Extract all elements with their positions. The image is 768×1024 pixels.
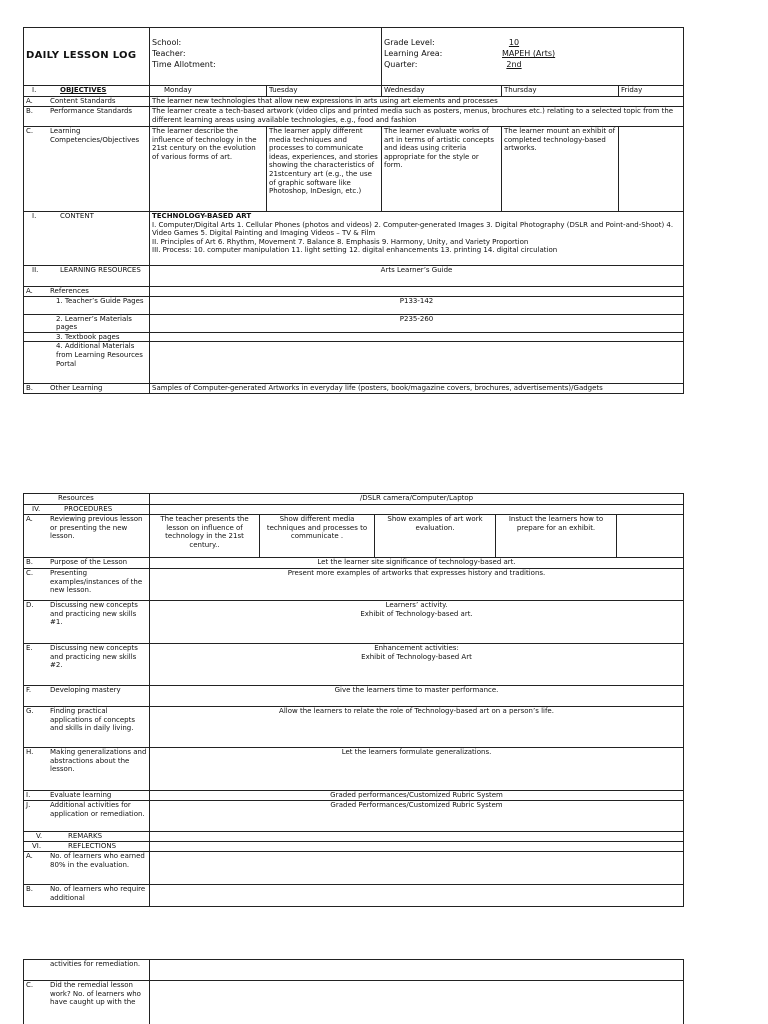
proc-b-label-cell — [24, 558, 150, 569]
learners-materials-value: P235-260 — [150, 314, 684, 332]
proc-h-title: Making generalizations and abstractions about the lesson. — [50, 748, 147, 774]
proc-d-label-cell — [24, 601, 150, 644]
procedures-label: PROCEDURES — [64, 505, 113, 513]
proc-c-title: Presenting examples/instances of the new lesson. — [50, 569, 143, 595]
proc-i-title: Evaluate learning — [50, 791, 112, 799]
proc-j-label-cell — [24, 801, 150, 832]
additional-materials-label: 4. Additional Materials from Learning Resources Portal — [24, 342, 150, 384]
content-heading: TECHNOLOGY-BASED ART — [152, 212, 252, 220]
proc-g-num: G. — [26, 707, 34, 715]
time-allotment-label: Time Allotment: — [152, 60, 216, 69]
learning-resources-num: II. — [32, 266, 39, 274]
other-learning-num: B. — [26, 384, 34, 393]
reflection-a-num: A. — [26, 852, 33, 860]
learning-resources-label: LEARNING RESOURCES — [60, 266, 141, 274]
lesson-log-table-2 — [23, 493, 684, 907]
references-label-cell — [24, 287, 150, 297]
performance-standards-title: Performance Standards — [50, 107, 133, 115]
remarks-num: V. — [36, 832, 43, 840]
performance-standards-text: The learner create a tech-based artwork (video clips and printed media such as posters, menus, brochures etc.) relating to a selected topic from the different learning areas using available technologies, e.g., food and fashion — [150, 107, 684, 127]
reflection-b-label-cell — [24, 885, 150, 907]
learners-materials-label: 2. Learner’s Materials pages — [24, 314, 150, 332]
learning-area-value: MAPEH (Arts) — [502, 49, 556, 58]
content-standards-text: The learner new technologies that allow new expressions in arts using art elements and processes — [150, 97, 684, 107]
grade-level-label: Grade Level: — [384, 38, 435, 47]
lesson-log-page-2 — [23, 493, 683, 907]
resources-title: Resources — [24, 494, 150, 505]
proc-f-label-cell — [24, 686, 150, 707]
content-label-cell — [24, 212, 150, 266]
proc-e-label-cell — [24, 644, 150, 686]
procedures-label-cell — [24, 505, 150, 515]
proc-e-line-2: Exhibit of Technology-based Art — [361, 652, 472, 661]
competency-tuesday: The learner apply different media techniques and processes to communicate ideas, experiences, and stories showing the characteristics of 21stcentury art (e.g., the use of graphic software like Photoshop, InDesign, etc.) — [267, 127, 382, 212]
row-c-label: C. — [26, 127, 34, 135]
quarter-label: Quarter: — [384, 60, 418, 69]
content-line-3: III. Process: 10. computer manipulation 11. light setting 12. digital enhancements 13. printing 14. digital circulation — [152, 246, 558, 255]
reflection-c-title: Did the remedial lesson work? No. of learners who have caught up with the — [50, 981, 141, 1007]
reflection-b-title: No. of learners who require additional — [50, 885, 146, 902]
textbook-pages-label: 3. Textbook pages — [24, 332, 150, 342]
reflection-c-label-cell — [24, 981, 150, 1024]
other-learning-title: Other Learning — [50, 384, 103, 393]
proc-a-label-cell — [24, 515, 150, 558]
procedures-value — [150, 505, 684, 515]
day-wednesday: Wednesday — [382, 86, 502, 97]
day-monday: Monday — [150, 86, 267, 97]
proc-d-value-cell — [150, 601, 684, 644]
proc-g-label-cell — [24, 707, 150, 748]
reflections-label: REFLECTIONS — [68, 842, 117, 850]
proc-e-title: Discussing new concepts and practicing new skills #2. — [50, 644, 138, 670]
proc-a-thursday: Instuct the learners how to prepare for an exhibit. — [496, 515, 617, 558]
proc-e-line-1: Enhancement activities: — [374, 644, 459, 652]
resources-value: /DSLR camera/Computer/Laptop — [150, 494, 684, 505]
proc-b-num: B. — [26, 558, 34, 566]
proc-f-num: F. — [26, 686, 32, 694]
objectives-header-cell — [24, 86, 150, 97]
reflection-a-label-cell — [24, 852, 150, 885]
competency-wednesday: The learner evaluate works of art in terms of artistic concepts and ideas using criteria appropriate for the style or form. — [382, 127, 502, 212]
reflection-b-num: B. — [26, 885, 34, 893]
textbook-pages-value — [150, 332, 684, 342]
additional-materials-value — [150, 342, 684, 384]
content-line-1: I. Computer/Digital Arts 1. Cellular Phones (photos and videos) 2. Computer-generated Images 3. Digital Photography (DSLR and Point-and-Shoot) 4. Video Games 5. Digital Painting and Imaging Videos – TV & Film — [152, 220, 674, 238]
proc-i-value: Graded performances/Customized Rubric System — [150, 791, 684, 801]
proc-g-title: Finding practical applications of concepts and skills in daily living. — [50, 707, 136, 733]
content-num: I. — [32, 212, 37, 220]
proc-c-value: Present more examples of artworks that expresses history and traditions. — [150, 569, 684, 601]
proc-a-tuesday: Show different media techniques and processes to communicate . — [260, 515, 375, 558]
proc-i-num: I. — [26, 791, 31, 799]
other-learning-label-cell — [24, 384, 150, 394]
proc-e-num: E. — [26, 644, 33, 652]
references-value — [150, 287, 684, 297]
objectives-num: I. — [32, 86, 37, 94]
day-thursday: Thursday — [502, 86, 619, 97]
proc-j-value: Graded Performances/Customized Rubric System — [150, 801, 684, 832]
learning-resources-value: Arts Learner’s Guide — [150, 266, 684, 287]
proc-h-num: H. — [26, 748, 34, 756]
proc-c-num: C. — [26, 569, 34, 577]
document-title: DAILY LESSON LOG — [26, 50, 137, 62]
proc-a-title: Reviewing previous lesson or presenting the new lesson. — [50, 515, 143, 541]
competencies-label-cell — [24, 127, 150, 212]
content-standards-label-cell — [24, 97, 150, 107]
remediation-continued-value — [150, 960, 684, 981]
lesson-log-table-3 — [23, 959, 684, 1024]
lesson-log-page-3 — [23, 959, 683, 1024]
teachers-guide-label: 1. Teacher’s Guide Pages — [24, 296, 150, 314]
proc-d-line-2: Exhibit of Technology-based art. — [360, 609, 473, 618]
remarks-label-cell — [24, 832, 150, 842]
reflections-label-cell — [24, 842, 150, 852]
proc-h-label-cell — [24, 748, 150, 791]
quarter-value: 2nd — [506, 60, 522, 69]
proc-j-num: J. — [26, 801, 31, 809]
competency-friday — [619, 127, 684, 212]
proc-b-value: Let the learner site significance of technology-based art. — [150, 558, 684, 569]
proc-f-title: Developing mastery — [50, 686, 121, 694]
proc-c-label-cell — [24, 569, 150, 601]
reflection-a-value — [150, 852, 684, 885]
reflection-c-num: C. — [26, 981, 34, 989]
other-learning-value: Samples of Computer-generated Artworks in everyday life (posters, book/magazine covers, brochures, advertisements)/Gadgets — [150, 384, 684, 394]
proc-d-num: D. — [26, 601, 34, 609]
reflection-a-title: No. of learners who earned 80% in the evaluation. — [50, 852, 145, 869]
reflection-c-value — [150, 981, 684, 1024]
reflections-num: VI. — [32, 842, 42, 850]
performance-standards-label-cell — [24, 107, 150, 127]
grade-info-cell — [382, 28, 684, 86]
remarks-label: REMARKS — [68, 832, 103, 840]
competency-thursday: The learner mount an exhibit of completed technology-based artworks. — [502, 127, 619, 212]
lesson-log-table-1 — [23, 27, 684, 394]
row-b-label: B. — [26, 107, 34, 115]
learning-resources-label-cell — [24, 266, 150, 287]
title-cell — [24, 28, 150, 86]
school-info-cell — [150, 28, 382, 86]
proc-e-value-cell — [150, 644, 684, 686]
teachers-guide-value: P133-142 — [150, 296, 684, 314]
proc-j-title: Additional activities for application or remediation. — [50, 801, 145, 818]
procedures-num: IV. — [32, 505, 41, 513]
competencies-title: Learning Competencies/Objectives — [50, 127, 140, 144]
content-label: CONTENT — [60, 212, 94, 220]
lesson-log-page-1 — [23, 27, 683, 394]
objectives-label: OBJECTIVES — [60, 86, 107, 94]
grade-level-value: 10 — [508, 38, 520, 47]
school-label: School: — [152, 38, 182, 47]
references-title: References — [50, 287, 89, 295]
learning-area-label: Learning Area: — [384, 49, 443, 58]
teacher-label: Teacher: — [152, 49, 186, 58]
proc-f-value: Give the learners time to master performance. — [150, 686, 684, 707]
references-num: A. — [26, 287, 33, 295]
content-line-2: II. Principles of Art 6. Rhythm, Movement 7. Balance 8. Emphasis 9. Harmony, Unity, and Variety Proportion — [152, 237, 529, 246]
reflections-value — [150, 842, 684, 852]
proc-d-line-1: Learners’ activity. — [385, 601, 448, 609]
proc-a-monday: The teacher presents the lesson on influence of technology in the 21st century.. — [150, 515, 260, 558]
day-tuesday: Tuesday — [267, 86, 382, 97]
proc-g-value: Allow the learners to relate the role of Technology-based art on a person’s life. — [150, 707, 684, 748]
proc-a-friday — [617, 515, 684, 558]
content-cell — [150, 212, 684, 266]
day-friday: Friday — [619, 86, 684, 97]
proc-d-title: Discussing new concepts and practicing new skills #1. — [50, 601, 138, 627]
reflection-b-value — [150, 885, 684, 907]
proc-a-num: A. — [26, 515, 33, 523]
proc-b-title: Purpose of the Lesson — [50, 558, 128, 566]
competency-monday: The learner describe the influence of technology in the 21st century on the evolution of various forms of art. — [150, 127, 267, 212]
row-a-label: A. — [26, 97, 33, 105]
remarks-value — [150, 832, 684, 842]
proc-i-label-cell — [24, 791, 150, 801]
proc-h-value: Let the learners formulate generalizations. — [150, 748, 684, 791]
remediation-continued-title: activities for remediation. — [24, 960, 150, 981]
proc-a-wednesday: Show examples of art work evaluation. — [375, 515, 496, 558]
content-standards-title: Content Standards — [50, 97, 116, 105]
